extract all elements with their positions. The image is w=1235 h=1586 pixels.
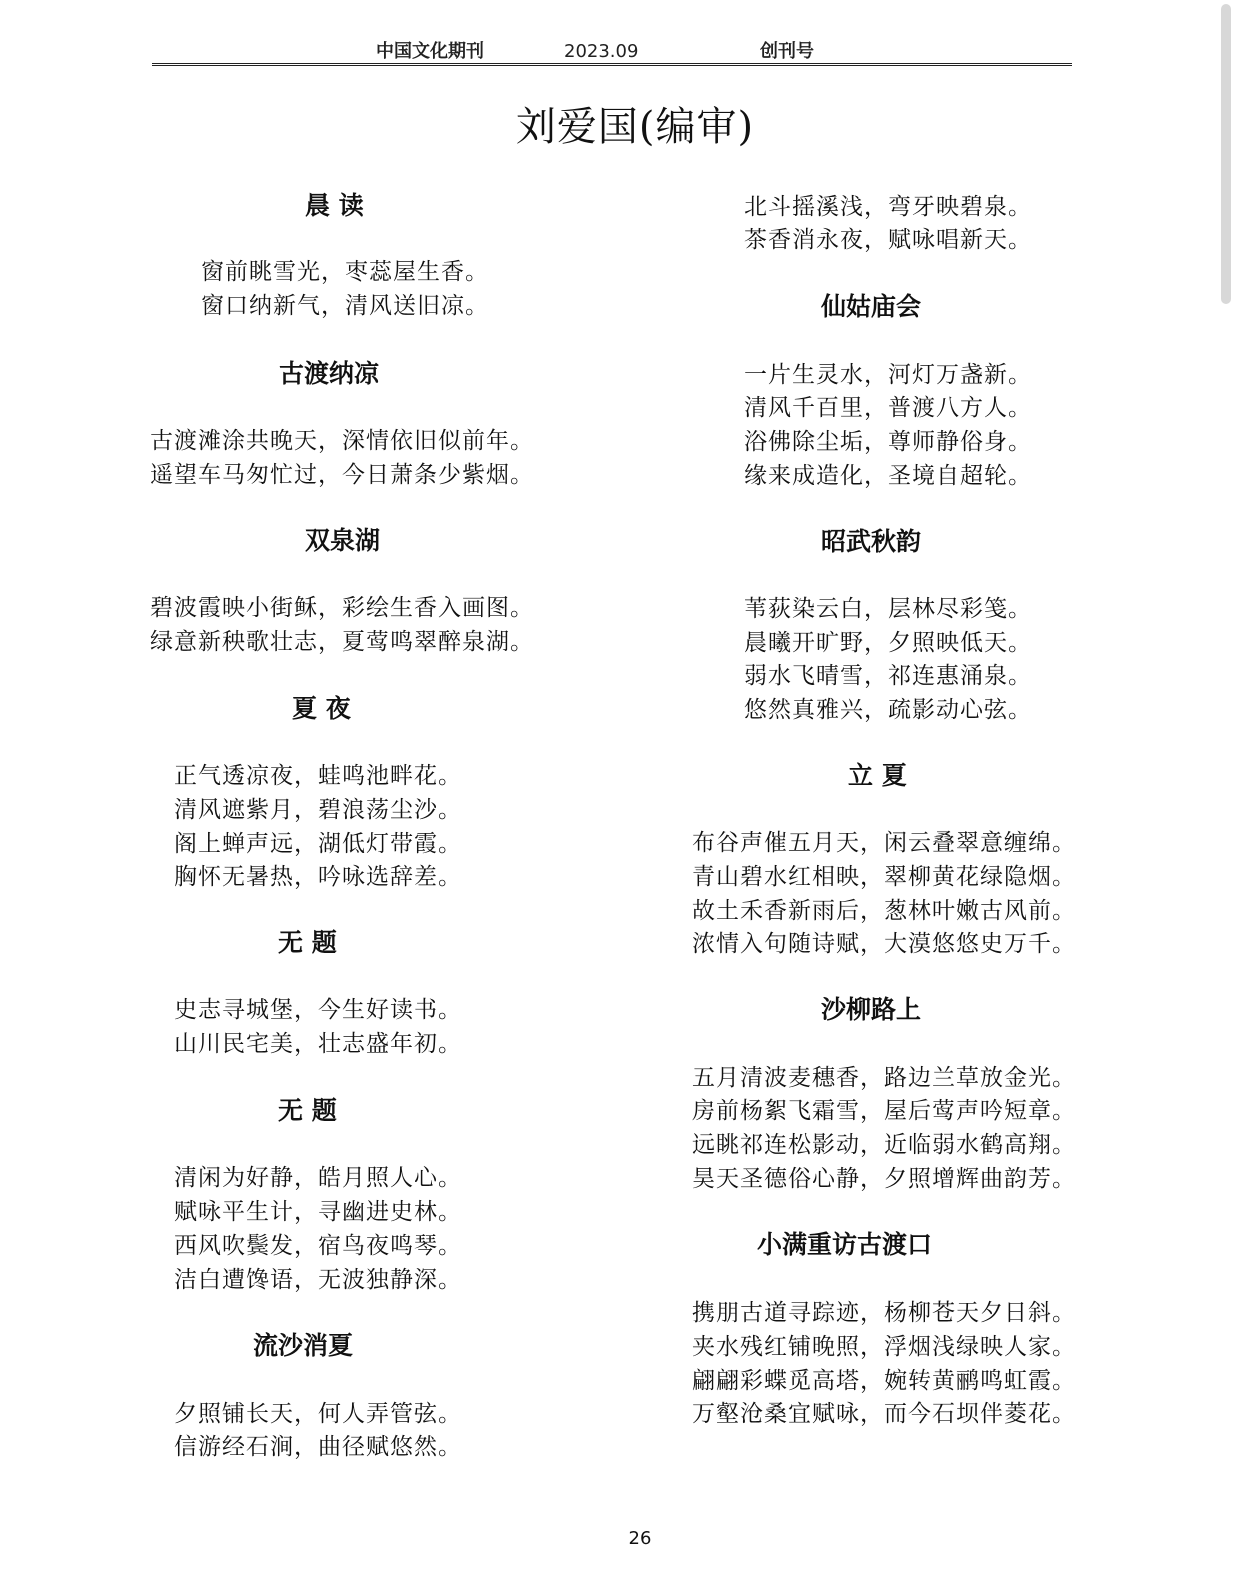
poem-title: 立 夏 bbox=[848, 761, 907, 790]
poem-line: 故土禾香新雨后，葱林叶嫩古风前。 bbox=[692, 898, 1076, 924]
poem-line: 遥望车马匆忙过，今日萧条少紫烟。 bbox=[150, 462, 534, 488]
poem-line: 信游经石涧，曲径赋悠然。 bbox=[174, 1434, 462, 1460]
poem-line: 携朋古道寻踪迹，杨柳苍天夕日斜。 bbox=[692, 1300, 1076, 1326]
scrollbar-thumb[interactable] bbox=[1221, 4, 1231, 304]
poem-line: 碧波霞映小街稣，彩绘生香入画图。 bbox=[150, 595, 534, 621]
poem-line: 北斗摇溪浅，弯牙映碧泉。 bbox=[744, 194, 1032, 220]
poem-line: 清风千百里，普渡八方人。 bbox=[744, 395, 1032, 421]
poem-line: 清风遮紫月，碧浪荡尘沙。 bbox=[174, 797, 462, 823]
poem-line: 远眺祁连松影动，近临弱水鹤高翔。 bbox=[692, 1132, 1076, 1158]
poem-line: 弱水飞晴雪，祁连惠涌泉。 bbox=[744, 663, 1032, 689]
poem-line: 洁白遭馋语，无波独静深。 bbox=[174, 1267, 462, 1293]
poem-title: 流沙消夏 bbox=[253, 1331, 354, 1360]
poem-title: 昭武秋韵 bbox=[821, 527, 922, 556]
poem-line: 窗前眺雪光，枣蕊屋生香。 bbox=[201, 259, 489, 285]
poem-title: 晨 读 bbox=[305, 191, 364, 220]
poem-line: 夕照铺长天，何人弄管弦。 bbox=[174, 1401, 462, 1427]
poem-title: 双泉湖 bbox=[305, 526, 381, 555]
running-header bbox=[152, 36, 1072, 66]
poem-line: 茶香消永夜，赋咏唱新天。 bbox=[744, 227, 1032, 253]
poem-line: 布谷声催五月天，闲云叠翠意缠绵。 bbox=[692, 830, 1076, 856]
poem-line: 西风吹鬓发，宿鸟夜鸣琴。 bbox=[174, 1233, 462, 1259]
poem-line: 窗口纳新气，清风送旧凉。 bbox=[201, 293, 489, 319]
poem-line: 缘来成造化，圣境自超轮。 bbox=[744, 463, 1032, 489]
poem-line: 山川民宅美，壮志盛年初。 bbox=[174, 1031, 462, 1057]
poem-line: 胸怀无暑热，吟咏选辞差。 bbox=[174, 864, 462, 890]
poem-line: 清闲为好静，皓月照人心。 bbox=[174, 1165, 462, 1191]
poem-line: 悠然真雅兴，疏影动心弦。 bbox=[744, 697, 1032, 723]
poem-line: 五月清波麦穗香，路边兰草放金光。 bbox=[692, 1065, 1076, 1091]
poem-line: 苇荻染云白，层林尽彩笺。 bbox=[744, 596, 1032, 622]
poem-title: 古渡纳凉 bbox=[279, 359, 380, 388]
poem-line: 昊天圣德俗心静，夕照增辉曲韵芳。 bbox=[692, 1166, 1076, 1192]
poem-title: 夏 夜 bbox=[292, 694, 351, 723]
poem-line: 浓情入句随诗赋，大漠悠悠史万千。 bbox=[692, 931, 1076, 957]
poem-line: 房前杨絮飞霜雪，屋后莺声吟短章。 bbox=[692, 1098, 1076, 1124]
poem-line: 史志寻城堡，今生好读书。 bbox=[174, 997, 462, 1023]
poem-title: 无 题 bbox=[278, 1096, 337, 1125]
poem-line: 晨曦开旷野，夕照映低天。 bbox=[744, 630, 1032, 656]
issue-label: 创刊号 bbox=[760, 41, 814, 62]
poem-line: 正气透凉夜，蛙鸣池畔花。 bbox=[174, 763, 462, 789]
issue-date: 2023.09 bbox=[564, 41, 639, 62]
poem-line: 浴佛除尘垢，尊师静俗身。 bbox=[744, 429, 1032, 455]
poem-line: 青山碧水红相映，翠柳黄花绿隐烟。 bbox=[692, 864, 1076, 890]
poem-title: 小满重访古渡口 bbox=[757, 1230, 933, 1259]
poem-title: 仙姑庙会 bbox=[821, 292, 922, 321]
poem-line: 阁上蝉声远，湖低灯带霞。 bbox=[174, 831, 462, 857]
poem-title: 沙柳路上 bbox=[821, 995, 922, 1024]
poem-line: 赋咏平生计，寻幽进史林。 bbox=[174, 1199, 462, 1225]
poem-title: 无 题 bbox=[278, 928, 337, 957]
poem-line: 万壑沧桑宜赋咏，而今石坝伴菱花。 bbox=[692, 1401, 1076, 1427]
journal-name: 中国文化期刊 bbox=[376, 41, 484, 62]
poem-line: 夹水残红铺晚照，浮烟浅绿映人家。 bbox=[692, 1334, 1076, 1360]
poem-line: 一片生灵水，河灯万盏新。 bbox=[744, 362, 1032, 388]
poem-line: 翩翩彩蝶觅高塔，婉转黄鹂鸣虹霞。 bbox=[692, 1368, 1076, 1394]
poem-line: 绿意新秧歌壮志，夏莺鸣翠醉泉湖。 bbox=[150, 629, 534, 655]
poem-line: 古渡滩涂共晚天，深情依旧似前年。 bbox=[150, 428, 534, 454]
page-title: 刘爱国(编审) bbox=[515, 104, 755, 150]
page-number: 26 bbox=[628, 1528, 652, 1549]
